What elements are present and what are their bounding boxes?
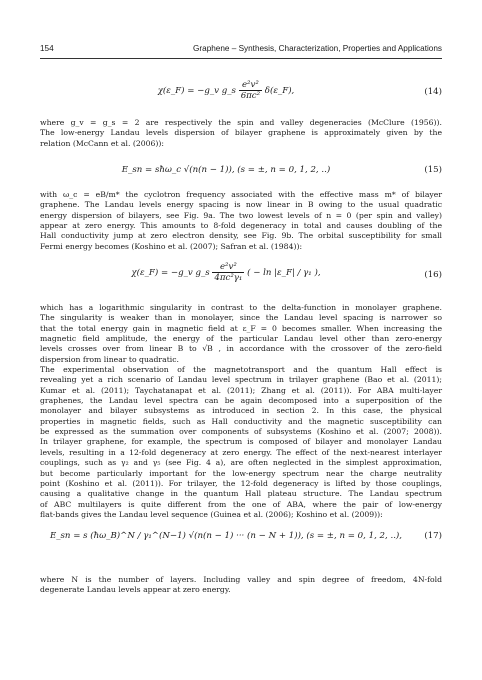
text-line: that the total energy gain in magnetic field at ε_F = 0 becomes smaller. When increasing the: [40, 323, 442, 333]
text-line: levels crosses over from linear B to √B , in accordance with the crossover of the zero-field: [40, 344, 442, 354]
text-line: properties in magnetic fields, such as Hall conductivity and the magnetic susceptibility can: [40, 416, 442, 426]
text-line: energy dispersion of bilayers, see Fig. 9a. The two lowest levels of n = 0 (per spin and valley): [40, 210, 442, 220]
page-number: 154: [40, 44, 54, 53]
paragraph-1: [40, 118, 442, 149]
text-line: Kumar et al. (2011); Taychatanapat et al. (2011); Zhang et al. (2011)). For ABA multi-layer: [40, 385, 442, 395]
eq15-body: E_sn = sħω_c √(n(n − 1)), (s = ±, n = 0, 1, 2, ..): [121, 165, 331, 175]
eq16-numerator: e²v²: [212, 262, 244, 273]
text-line: causing a qualitative change in the quantum Hall plateau structure. The Landau spectrum: [40, 489, 442, 499]
text-line: point (Koshino et al. (2011)). For trilayer, the 12-fold degeneracy is lifted by those couplings,: [40, 478, 442, 488]
eq17-body: E_sn = s (ħω_B)^N / γ₁^(N−1) √(n(n − 1) ··· (n − N + 1)), (s = ±, n = 0, 1, 2, ..),: [49, 531, 403, 541]
text-line: levels, resulting in a 12-fold degeneracy at zero energy. The effect of the next-nearest interlayer: [40, 447, 442, 457]
text-line: graphenes, the Landau level spectra can be again decomposed into a superposition of the: [40, 396, 442, 406]
text-line: Hall conductivity jump at zero electron density, see Fig. 9b. The orbital susceptibility for small: [40, 231, 442, 241]
eq14-label: (14): [424, 87, 442, 97]
text-line: The singularity is weaker than in monolayer, since the Landau level spacing is narrower so: [40, 313, 442, 323]
text-line: Fermi energy becomes (Koshino et al. (2007); Safran et al. (1984)):: [40, 241, 303, 251]
text-line: monolayer and bilayer subsystems as introduced in section 2. In this case, the physical: [40, 406, 442, 416]
eq16-rhs: ( − ln |ε_F| / γ₁ ),: [247, 268, 321, 278]
paragraph-4: [40, 575, 442, 596]
page-header: [40, 44, 442, 58]
text-line: where g_v = g_s = 2 are respectively the spin and valley degeneracies (McClure (1956)).: [40, 118, 442, 127]
equation-14: [40, 80, 442, 106]
paragraph-3: [40, 303, 442, 520]
text-line: The low-energy Landau levels dispersion of bilayer graphene is approximately given by the: [40, 128, 442, 138]
equation-16: [40, 262, 442, 290]
text-line: couplings, such as γ₂ and γ₅ (see Fig. 4 a), are often neglected in the simplest approximation,: [40, 458, 442, 468]
text-line: degenerate Landau levels appear at zero energy.: [40, 585, 231, 595]
text-line: dispersion from linear to quadratic.: [40, 354, 179, 364]
running-title: Graphene – Synthesis, Characterization, Properties and Applications: [193, 44, 442, 53]
text-line: with ω_c = eB/m* the cyclotron frequency associated with the effective mass m* of bilayer: [40, 190, 442, 199]
text-line: appear at zero energy. This amounts to 8-fold degeneracy in total and causes doubling of the: [40, 221, 442, 231]
text-line: graphene. The Landau levels energy spacing is now linear in B owing to the usual quadratic: [40, 200, 442, 210]
eq16-denominator: 4πc²γ₁: [214, 273, 243, 283]
text-line: In trilayer graphene, for example, the spectrum is composed of bilayer and monolayer Landau: [40, 437, 442, 447]
text-line: relation (McCann et al. (2006)):: [40, 138, 164, 148]
eq14-rhs: δ(ε_F),: [264, 86, 295, 96]
eq16-label: (16): [424, 270, 442, 280]
text-line: which has a logarithmic singularity in contrast to the delta-function in monolayer graphene.: [40, 303, 442, 312]
eq14-lhs: χ(ε_F) = −g_v g_s: [157, 86, 236, 96]
eq16-lhs: χ(ε_F) = −g_v g_s: [131, 268, 210, 278]
eq16-fraction: [212, 262, 244, 283]
eq14-denominator: 6πc²: [240, 91, 261, 101]
text-line: revealing yet a rich scenario of Landau level spectrum in trilayer graphene (Bao et al. (2011);: [40, 375, 442, 385]
header-rule: [40, 58, 442, 59]
eq17-label: (17): [424, 531, 442, 541]
equation-17: [40, 531, 442, 551]
text-line: flat-bands gives the Landau level sequence (Guinea et al. (2006); Koshino et al. (2009)):: [40, 509, 383, 519]
text-line: of ABC multilayers is quite different from the one of ABA, where the pair of low-energy: [40, 499, 442, 509]
paragraph-2: [40, 190, 442, 252]
eq14-fraction: [239, 80, 262, 101]
text-line: be expressed as the summation over components of subsystems (Koshino et al. (2007; 2008)).: [40, 427, 442, 437]
eq15-label: (15): [424, 165, 442, 175]
text-line: The experimental observation of the magnetotransport and the quantum Hall effect is: [40, 365, 442, 375]
text-line: but become particularly important for the low-energy spectrum near the charge neutrality: [40, 468, 442, 478]
eq14-numerator: e²v²: [239, 80, 262, 91]
equation-15: [40, 165, 442, 179]
text-line: where N is the number of layers. Including valley and spin degree of freedom, 4N-fold: [40, 575, 442, 584]
text-line: magnetic field amplitude, the energy of the particular Landau level other than zero-energy: [40, 334, 442, 344]
